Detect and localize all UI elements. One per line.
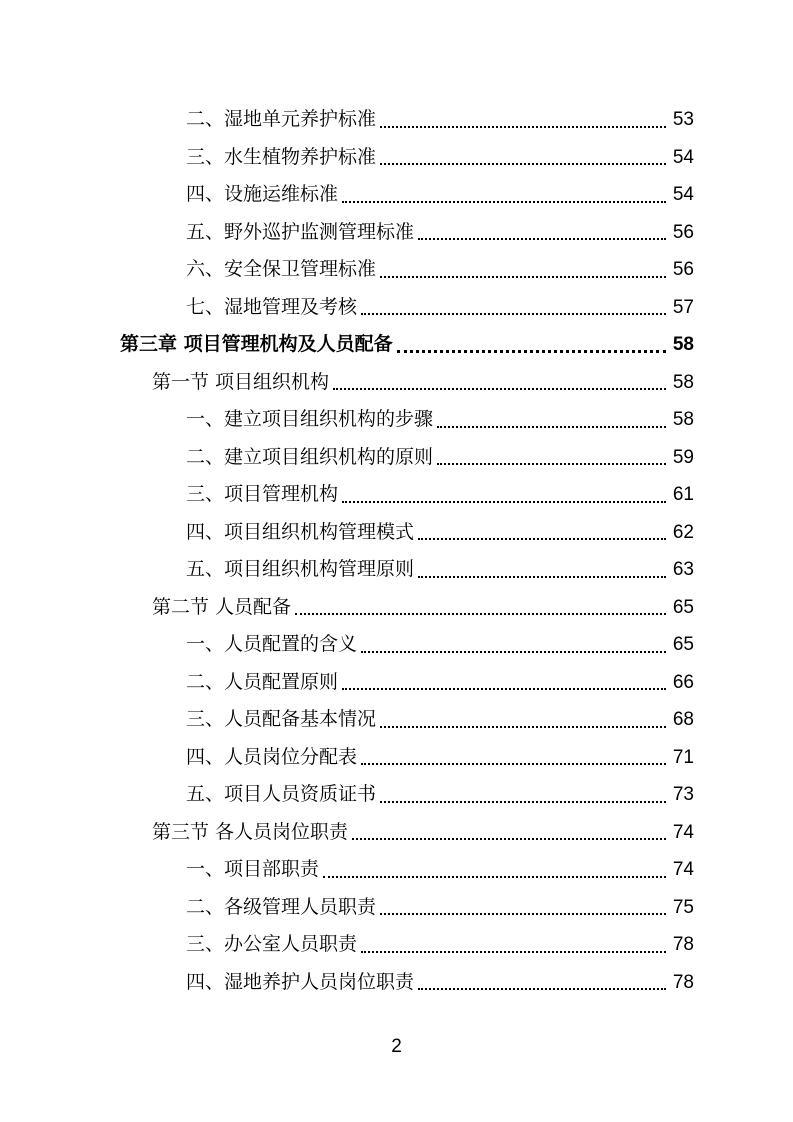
toc-entry[interactable]: [0, 139, 793, 177]
toc-entry-page: 66: [672, 671, 694, 693]
toc-entry-page: 75: [672, 896, 694, 918]
toc-entry-title: 六、安全保卫管理标准: [186, 258, 377, 280]
toc-entry-title: 第三章 项目管理机构及人员配备: [120, 333, 393, 355]
toc-entry[interactable]: [0, 476, 793, 514]
dot-leader: [418, 551, 666, 589]
toc-entry-title: 五、野外巡护监测管理标准: [186, 220, 415, 243]
toc-entry[interactable]: [0, 401, 793, 439]
dot-leader: [342, 476, 666, 514]
dot-leader: [352, 814, 666, 852]
toc-entry[interactable]: [0, 551, 793, 589]
toc-entry[interactable]: [0, 101, 793, 139]
toc-entry-title: 二、湿地单元养护标准: [186, 108, 377, 130]
toc-entry-title: 五、项目组织机构管理原则: [186, 558, 415, 580]
dot-leader: [380, 139, 666, 177]
dot-leader: [323, 851, 666, 889]
toc-entry-page: 65: [672, 634, 694, 655]
toc-entry-title: 三、办公室人员职责: [186, 933, 358, 955]
toc-entry-title: 一、建立项目组织机构的步骤: [186, 408, 434, 430]
dot-leader: [361, 739, 666, 777]
toc-entry-title: 一、人员配置的含义: [186, 633, 358, 655]
toc-entry[interactable]: [0, 926, 793, 964]
toc-entry[interactable]: [0, 664, 793, 702]
page-number: 2: [391, 1036, 402, 1057]
toc-chapter-entry[interactable]: [0, 326, 793, 364]
toc-entry-title: 二、各级管理人员职责: [186, 895, 377, 918]
toc-entry-title: 五、项目人员资质证书: [186, 783, 377, 805]
toc-entry-page: 58: [672, 409, 694, 430]
toc-entry-title: 四、湿地养护人员岗位职责: [186, 970, 415, 993]
toc-entry[interactable]: [0, 176, 793, 214]
dot-leader: [418, 214, 666, 252]
toc-section-entry[interactable]: [0, 589, 793, 627]
toc-entry-page: 71: [672, 746, 694, 768]
toc-entry-title: 三、人员配备基本情况: [186, 708, 377, 730]
toc-entry-page: 57: [672, 296, 694, 318]
dot-leader: [380, 889, 666, 927]
toc-entry-page: 74: [672, 859, 694, 880]
toc-entry-title: 第二节 人员配备: [152, 595, 292, 618]
toc-entry-page: 58: [672, 371, 694, 393]
dot-leader: [380, 101, 666, 139]
dot-leader: [361, 926, 666, 964]
toc-entry[interactable]: [0, 289, 793, 327]
table-of-contents: [0, 101, 793, 1001]
toc-section-entry[interactable]: [0, 364, 793, 402]
dot-leader: [380, 776, 666, 814]
toc-entry[interactable]: [0, 889, 793, 927]
toc-entry[interactable]: [0, 439, 793, 477]
toc-entry-page: 68: [672, 709, 694, 730]
toc-entry-page: 78: [672, 934, 694, 955]
toc-entry-page: 56: [672, 259, 694, 280]
toc-entry[interactable]: [0, 776, 793, 814]
toc-entry-page: 59: [672, 446, 694, 468]
toc-entry-title: 四、项目组织机构管理模式: [186, 520, 415, 543]
dot-leader: [361, 289, 666, 327]
toc-entry-title: 四、人员岗位分配表: [186, 745, 358, 768]
dot-leader: [418, 964, 666, 1002]
toc-entry-page: 54: [672, 184, 694, 205]
toc-entry-title: 三、项目管理机构: [186, 483, 339, 505]
dot-leader: [295, 589, 666, 627]
toc-entry-page: 54: [672, 146, 694, 168]
toc-entry[interactable]: [0, 851, 793, 889]
toc-entry[interactable]: [0, 964, 793, 1002]
dot-leader: [342, 176, 666, 214]
toc-section-entry[interactable]: [0, 814, 793, 852]
toc-entry-title: 四、设施运维标准: [186, 183, 339, 205]
dot-leader: [380, 701, 666, 739]
toc-entry-title: 七、湿地管理及考核: [186, 295, 358, 318]
toc-entry-page: 63: [672, 559, 694, 580]
dot-leader: [437, 401, 666, 439]
toc-entry[interactable]: [0, 514, 793, 552]
toc-entry-page: 61: [672, 484, 694, 505]
toc-entry-page: 74: [672, 821, 694, 843]
toc-entry-page: 73: [672, 784, 694, 805]
toc-entry[interactable]: [0, 251, 793, 289]
toc-entry-title: 二、人员配置原则: [186, 670, 339, 693]
toc-entry-title: 第三节 各人员岗位职责: [152, 820, 349, 843]
toc-entry[interactable]: [0, 701, 793, 739]
toc-entry-page: 62: [672, 521, 694, 543]
toc-entry-title: 一、项目部职责: [186, 858, 320, 880]
toc-entry-page: 65: [672, 596, 694, 618]
toc-entry[interactable]: [0, 739, 793, 777]
toc-entry-page: 58: [672, 334, 694, 355]
dot-leader: [380, 251, 666, 289]
toc-entry[interactable]: [0, 214, 793, 252]
toc-entry-page: 78: [672, 971, 694, 993]
toc-entry-title: 第一节 项目组织机构: [152, 370, 330, 393]
dot-leader: [437, 439, 666, 477]
dot-leader: [333, 364, 666, 402]
toc-entry-page: 53: [672, 109, 694, 130]
toc-entry-page: 56: [672, 221, 694, 243]
toc-entry-title: 二、建立项目组织机构的原则: [186, 445, 434, 468]
dot-leader: [342, 664, 666, 702]
dot-leader: [418, 514, 666, 552]
toc-entry[interactable]: [0, 626, 793, 664]
toc-entry-title: 三、水生植物养护标准: [186, 145, 377, 168]
dot-leader: [361, 626, 666, 664]
dot-leader: [397, 326, 666, 364]
